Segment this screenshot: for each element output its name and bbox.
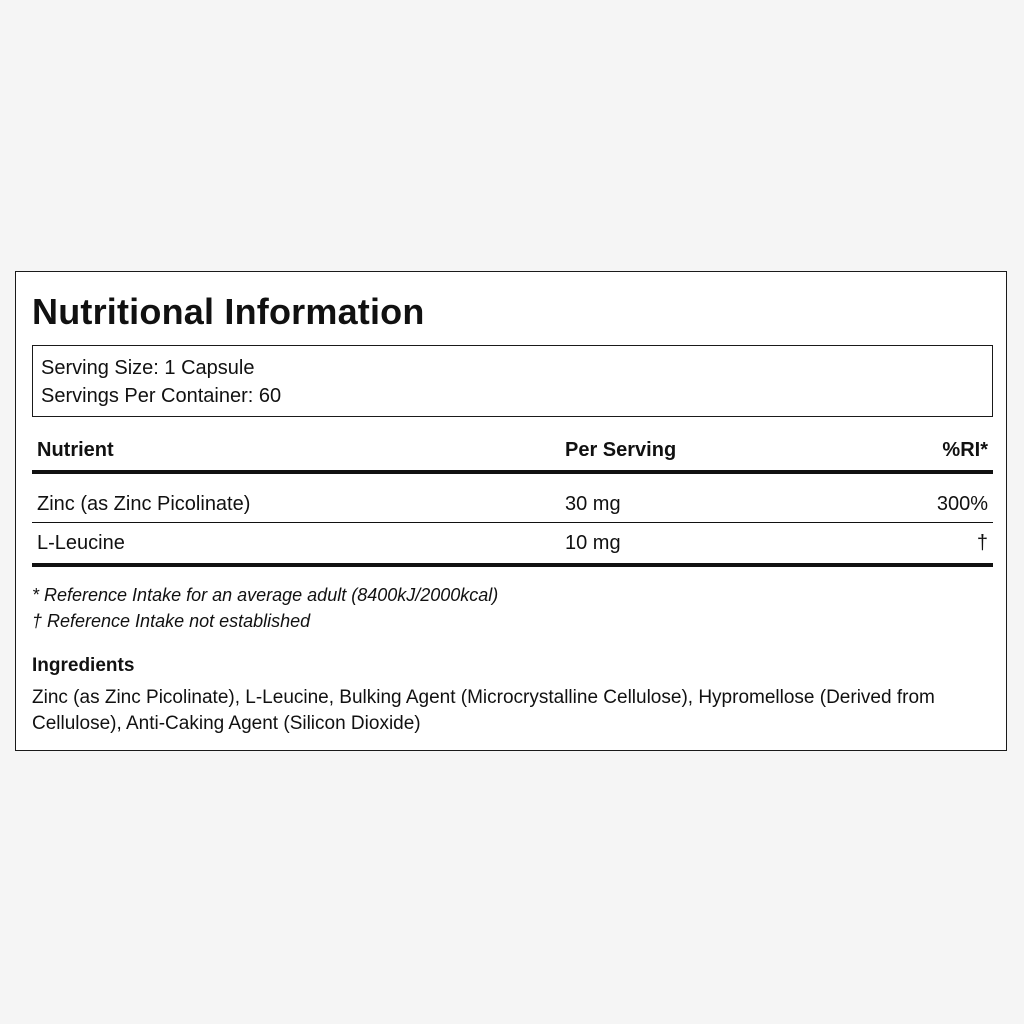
ingredients-list: Zinc (as Zinc Picolinate), L-Leucine, Bulking Agent (Microcrystalline Cellulose), Hypromellose (Derived from Cellulose), Anti-Caking Agent (Silicon Dioxide) xyxy=(32,687,935,734)
servings-per-container: Servings Per Container: 60 xyxy=(41,385,282,407)
table-header-row xyxy=(32,432,993,474)
nutrient-name: L-Leucine xyxy=(37,532,125,554)
ingredients-heading: Ingredients xyxy=(32,655,135,676)
header-per-serving: Per Serving xyxy=(565,439,677,461)
label-title: Nutritional Information xyxy=(32,291,425,332)
table-row xyxy=(32,523,993,567)
nutrient-table xyxy=(32,432,993,567)
header-ri: %RI* xyxy=(942,439,988,461)
nutrition-label xyxy=(15,271,1007,751)
serving-size: Serving Size: 1 Capsule xyxy=(41,357,255,379)
nutrient-ri: 300% xyxy=(936,493,988,515)
footnote-reference-intake: * Reference Intake for an average adult (8400kJ/2000kcal) xyxy=(32,585,499,605)
nutrient-per-serving: 10 mg xyxy=(565,532,621,554)
footnotes xyxy=(32,582,498,634)
serving-info-box xyxy=(32,345,993,417)
header-nutrient: Nutrient xyxy=(37,439,114,461)
nutrient-per-serving: 30 mg xyxy=(565,493,621,515)
table-row xyxy=(32,474,993,523)
nutrient-ri: † xyxy=(976,532,988,554)
nutrient-name: Zinc (as Zinc Picolinate) xyxy=(37,493,251,515)
footnote-not-established: † Reference Intake not established xyxy=(32,611,311,631)
